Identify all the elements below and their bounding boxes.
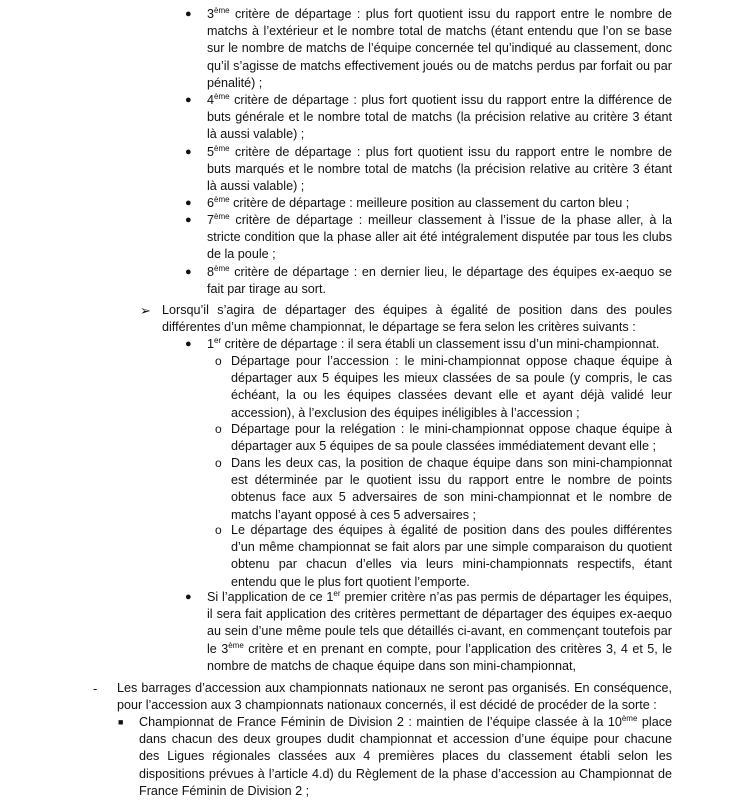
criterion-number: 8 <box>207 265 215 279</box>
bullet-icon: ● <box>185 591 192 603</box>
bullet-icon: ● <box>185 146 192 158</box>
sub-item-both-cases: o Dans les deux cas, la position de chaque équipe dans son mini-championnat est déterminée par le quotient issu du rapport entre le nombre de points obtenus face aux 5 adversaires de son mini-championnat et le nombre de matchs l’ayant opposé à ces 5 adversaires ; <box>215 456 672 522</box>
criterion-number: 5 <box>207 145 215 159</box>
first-criterion: ● 1er critère de départage : il sera établi un classement issu d’un mini-championnat. <box>207 336 672 353</box>
criterion-4: ● 4ème critère de départage : plus fort quotient issu du rapport entre la différence de buts générale et le nombre total de matchs (la précision relative au critère 3 étant là aussi valable) ; <box>185 91 672 142</box>
criterion-5: ● 5ème critère de départage : plus fort quotient issu du rapport entre le nombre de buts marqués et le nombre total de matchs (la précision relative au critère 3 étant là aussi valable) ; <box>185 143 672 194</box>
sub-item-accession: o Départage pour l’accession : le mini-championnat oppose chaque équipe à départager aux 5 équipes les mieux classées de sa poule (y compris, le cas échéant, la ou les équipes classées devant elle et ayant déjà validé leur accession), à l’exclusion des équipes inéligibles à l’accession ; <box>215 354 672 420</box>
criterion-number: 4 <box>207 93 215 107</box>
criterion-text: critère de départage : plus fort quotient issu du rapport entre la différence de buts générale et le nombre total de matchs (la précision relative au critère 3 étant là aussi valable) ; <box>207 93 672 142</box>
criterion-text: critère de départage : meilleure position au classement du carton bleu ; <box>229 196 630 210</box>
criterion-text: critère de départage : il sera établi un classement issu d’un mini-championnat. <box>221 337 660 351</box>
criterion-number: 7 <box>207 213 215 227</box>
bullet-icon: ■ <box>118 717 124 727</box>
criterion-number: 3 <box>207 7 215 21</box>
circle-bullet-icon: o <box>215 422 222 436</box>
criterion-number: 6 <box>207 196 215 210</box>
sub-item-relegation: o Départage pour la relégation : le mini-championnat oppose chaque équipe à départager aux 5 équipes de sa poule classées immédiatement devant elle ; <box>215 422 672 454</box>
circle-bullet-icon: o <box>215 354 222 368</box>
criterion-text: critère de départage : plus fort quotient issu du rapport entre le nombre de matchs à l’extérieur et le nombre total de matchs (étant entendu que l’on se base sur le nombre de matchs de l’équipe concernée tel qu’indiqué au classement, donc qu’il s’agisse de matchs effectivement joués ou de matchs perdus par forfait ou par pénalité) ; <box>207 7 672 90</box>
criterion-8: ● 8ème critère de départage : en dernier lieu, le départage des équipes ex-aequo se fait par tirage au sort. <box>185 263 672 297</box>
criterion-6: ● 6ème critère de départage : meilleure position au classement du carton bleu ; <box>207 195 672 212</box>
bullet-icon: ● <box>185 214 192 226</box>
bullet-icon: ● <box>185 338 192 350</box>
criterion-text: critère de départage : plus fort quotient issu du rapport entre le nombre de buts marqués et le nombre total de matchs (la précision relative au critère 3 étant là aussi valable) ; <box>207 145 672 194</box>
bullet-icon: ● <box>185 197 192 209</box>
bullet-icon: ● <box>185 8 192 20</box>
criterion-3: ● 3ème critère de départage : plus fort quotient issu du rapport entre le nombre de matchs à l’extérieur et le nombre total de matchs (étant entendu que l’on se base sur le nombre de matchs de l’équipe concernée tel qu’indiqué au classement, donc qu’il s’agisse de matchs effectivement joués ou de matchs perdus par forfait ou par pénalité) ; <box>185 5 672 90</box>
criterion-7: ● 7ème critère de départage : meilleur classement à l’issue de la phase aller, à la stricte condition que la phase aller ait été intégralement disputée par tous les clubs de la poule ; <box>185 211 672 262</box>
dash-icon: - <box>93 681 98 696</box>
circle-bullet-icon: o <box>215 456 222 470</box>
dash-paragraph: - Les barrages d’accession aux championnats nationaux ne seront pas organisés. En conséquence, pour l’accession aux 3 championnats nationaux concernés, il est décidé de procéder de la sorte : <box>93 681 672 713</box>
criterion-number: 1 <box>207 337 215 351</box>
arrow-paragraph: ➢ Lorsqu’il s’agira de départager des équipes à égalité de position dans des poules différentes d’un même championnat, le départage se fera selon les critères suivants : <box>140 303 672 335</box>
bullet-icon: ● <box>185 266 192 278</box>
circle-bullet-icon: o <box>215 523 222 537</box>
bullet-icon: ● <box>185 94 192 106</box>
criterion-text: critère de départage : en dernier lieu, le départage des équipes ex-aequo se fait par tirage au sort. <box>207 265 672 297</box>
sub-item-comparison: o Le départage des équipes à égalité de position dans des poules différentes d’un même championnat se fait alors par une simple comparaison du quotient obtenu par chacun d’elles via leurs mini-championnats respectifs, étant entendu que le plus fort quotient l’emporte. <box>215 523 672 589</box>
d2-paragraph: ■ Championnat de France Féminin de Division 2 : maintien de l’équipe classée à la 10ème place dans chacun des deux groupes dudit championnat et accession d’une équipe pour chacune des Ligues régionales classées aux 4 premières places du classement établi selon les dispositions prévues à l’article 4.d) du Règlement de la phase d’accession au Championnat de France Féminin de Division 2 ; <box>118 713 672 798</box>
criterion-text: critère de départage : meilleur classement à l’issue de la phase aller, à la stricte condition que la phase aller ait été intégralement disputée par tous les clubs de la poule ; <box>207 213 672 262</box>
arrow-icon: ➢ <box>140 303 151 318</box>
fallback-criteria: ● Si l’application de ce 1er premier critère n’as pas permis de départager les équipes, il sera fait application des critères permettant de départager des équipes ex-aequo au sein d’une même poule tels que détaillés ci-avant, en commençant toutefois par le 3ème critère et en prenant en compte, pour l’application des critères 3, 4 et 5, le nombre de matchs de chaque équipe dans son mini-championnat, <box>185 588 673 673</box>
